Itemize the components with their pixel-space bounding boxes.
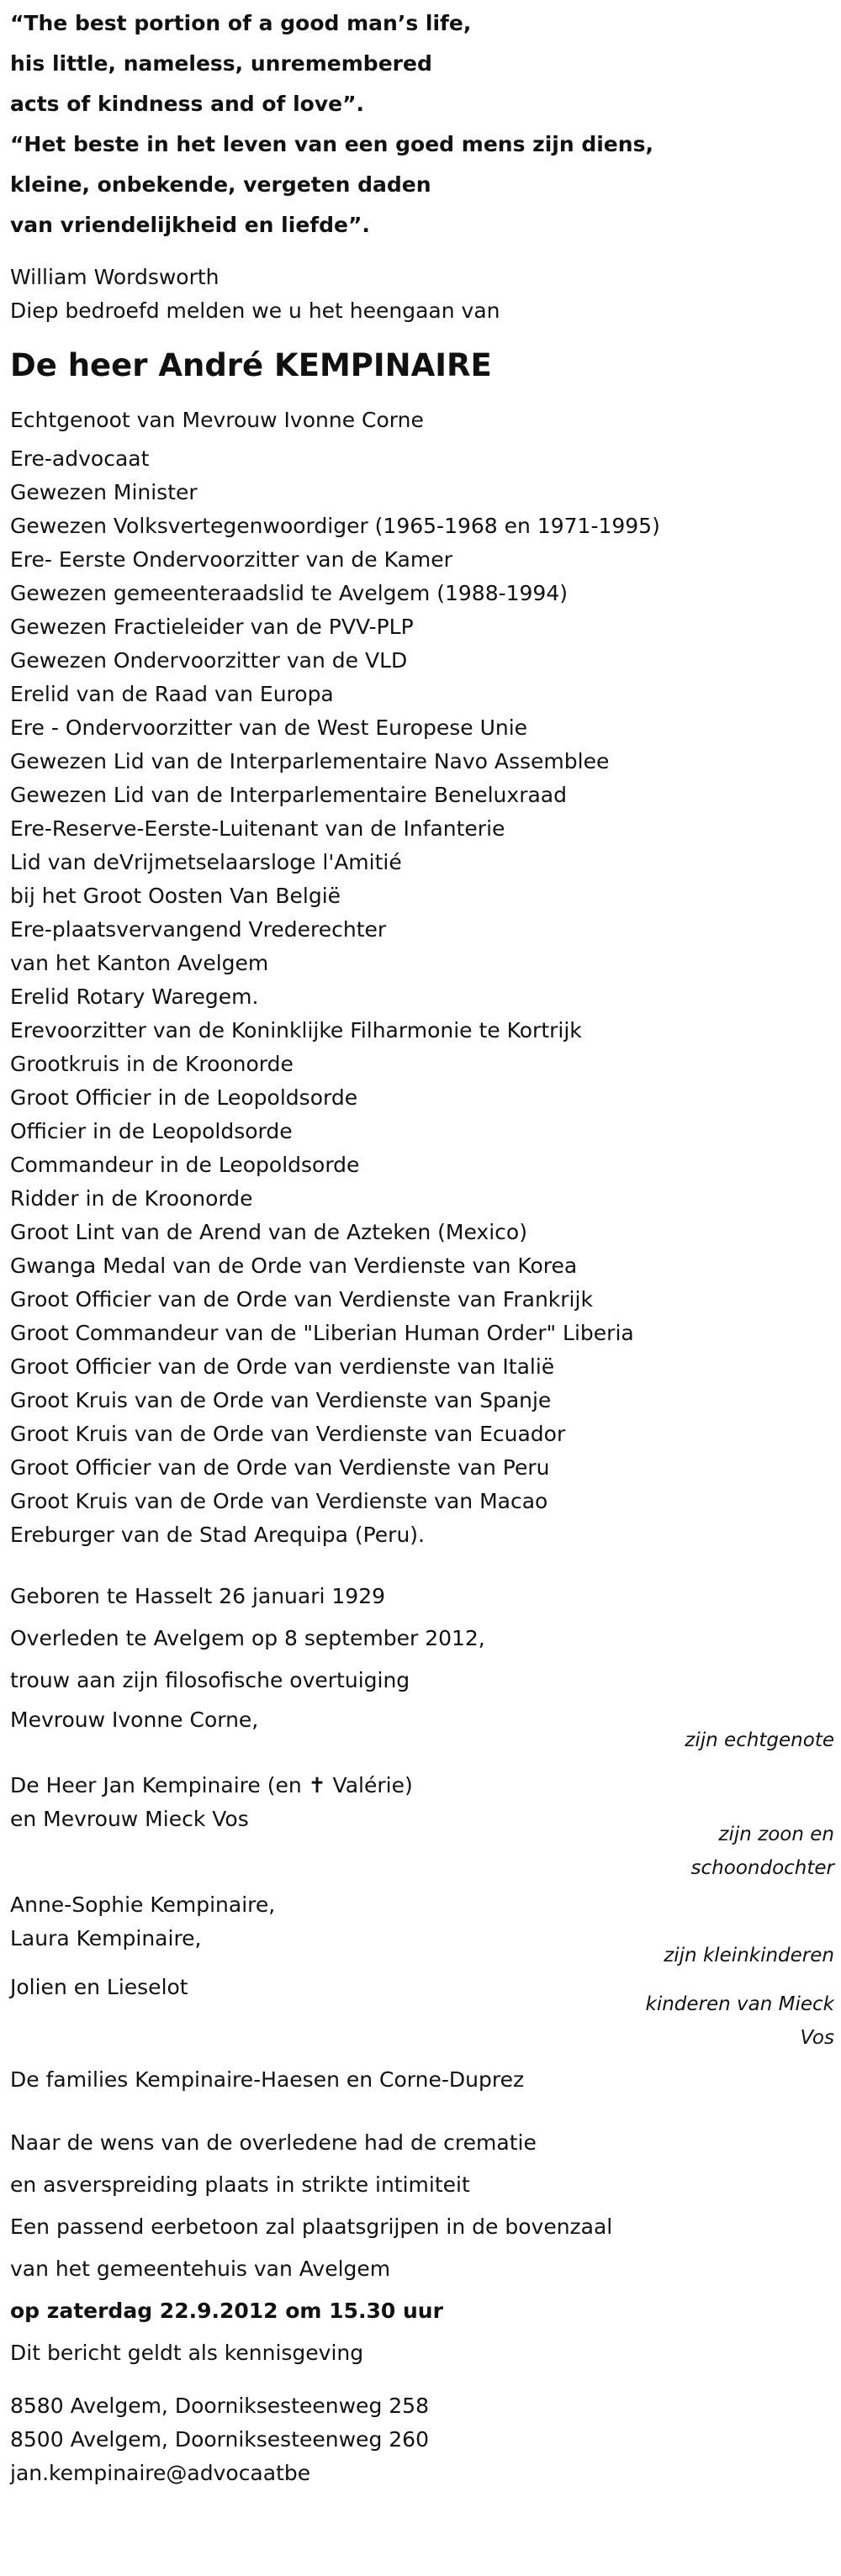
spouse-name: Mevrouw Ivonne Corne, [10, 1708, 259, 1732]
address-2: 8500 Avelgem, Doorniksesteenweg 260 [10, 2427, 429, 2452]
address-1: 8580 Avelgem, Doorniksesteenweg 258 [10, 2394, 429, 2418]
title-item: Groot Lint van de Arend van de Azteken (Mexico) [10, 1220, 527, 1244]
quote [10, 0, 834, 245]
title-item: Commandeur in de Leopoldsorde [10, 1153, 360, 1177]
conviction-line: trouw aan zijn filosofische overtuiging [10, 1668, 410, 1692]
ceremony-line: Een passend eerbetoon zal plaatsgrijpen in de bovenzaal [10, 2214, 613, 2239]
title-item: Gewezen Ondervoorzitter van de VLD [10, 648, 408, 673]
title-item: Groot Kruis van de Orde van Verdienste van Ecuador [10, 1422, 566, 1446]
title-item: Ere - Ondervoorzitter van de West Europese Unie [10, 715, 528, 740]
deceased-spouse: Echtgenoot van Mevrouw Ivonne Corne [10, 408, 424, 432]
title-item: Gewezen Lid van de Interparlementaire Beneluxraad [10, 783, 567, 807]
title-item: Groot Kruis van de Orde van Verdienste van Spanje [10, 1388, 552, 1412]
obituary-notice [10, 0, 834, 2490]
title-item: Groot Officier van de Orde van verdienste van Italië [10, 1354, 555, 1379]
ceremony-line: en asverspreiding plaats in strikte intimiteit [10, 2172, 470, 2197]
titles-list [10, 442, 834, 1552]
son-relation-1: zijn zoon en [718, 1824, 834, 1845]
step-relation-2: Vos [800, 2027, 834, 2049]
title-item: bij het Groot Oosten Van België [10, 884, 341, 908]
title-item: Officier in de Leopoldsorde [10, 1119, 293, 1143]
title-item: Lid van deVrijmetselaarsloge l'Amitié [10, 850, 402, 874]
ceremony-line: van het gemeentehuis van Avelgem [10, 2257, 391, 2281]
quote-line: “The best portion of a good man’s life, [10, 11, 472, 35]
spouse-relation: zijn echtgenote [685, 1729, 834, 1751]
title-item: Ere-plaatsvervangend Vrederechter [10, 917, 387, 942]
title-item: Gewezen Lid van de Interparlementaire Navo Assemblee [10, 749, 610, 773]
quote-line: acts of kindness and of love”. [10, 92, 365, 116]
title-item: Gewezen Fractieleider van de PVV-PLP [10, 615, 414, 639]
title-item: Ere-Reserve-Eerste-Luitenant van de Infanterie [10, 816, 505, 841]
title-item: Ridder in de Kroonorde [10, 1186, 253, 1211]
grandchild-1: Anne-Sophie Kempinaire, [10, 1892, 276, 1917]
step-relation-1: kinderen van Mieck [645, 1993, 834, 2015]
ceremony-line: Naar de wens van de overledene had de crematie [10, 2130, 537, 2155]
title-item: Gwanga Medal van de Orde van Verdienste van Korea [10, 1254, 578, 1278]
title-item: Gewezen Volksvertegenwoordiger (1965-1968 en 1971-1995) [10, 514, 660, 538]
quote-line: kleine, onbekende, vergeten daden [10, 172, 431, 197]
quote-line: his little, nameless, unremembered [10, 51, 432, 76]
title-item: Ere-advocaat [10, 446, 150, 471]
families-line: De families Kempinaire-Haesen en Corne-Duprez [10, 2067, 525, 2092]
ceremony-date: op zaterdag 22.9.2012 om 15.30 uur [10, 2299, 443, 2323]
step-grandchildren: Jolien en Lieselot [10, 1975, 188, 1999]
title-item: Groot Kruis van de Orde van Verdienste van Macao [10, 1489, 548, 1513]
title-item: Groot Officier van de Orde van Verdienste van Frankrijk [10, 1287, 593, 1312]
title-item: Ereburger van de Stad Arequipa (Peru). [10, 1523, 425, 1547]
title-item: Grootkruis in de Kroonorde [10, 1052, 294, 1076]
title-item: Groot Commandeur van de "Liberian Human Order" Liberia [10, 1321, 634, 1345]
grandchild-2: Laura Kempinaire, [10, 1926, 202, 1950]
title-item: Erevoorzitter van de Koninklijke Filharmonie te Kortrijk [10, 1018, 582, 1043]
email-line: jan.kempinaire@advocaatbe [10, 2461, 311, 2485]
grandchildren-relation: zijn kleinkinderen [664, 1945, 834, 1966]
son-relation-2: schoondochter [690, 1857, 834, 1879]
title-item: Ere- Eerste Ondervoorzitter van de Kamer [10, 547, 452, 572]
birth-line: Geboren te Hasselt 26 januari 1929 [10, 1584, 386, 1608]
family-list [10, 1702, 834, 2105]
quote-author: William Wordsworth [10, 265, 220, 289]
death-line: Overleden te Avelgem op 8 september 2012, [10, 1626, 485, 1650]
quote-line: van vriendelijkheid en liefde”. [10, 213, 370, 237]
title-item: Erelid van de Raad van Europa [10, 682, 334, 706]
title-item: van het Kanton Avelgem [10, 951, 269, 975]
notice-line: Dit bericht geldt als kennisgeving [10, 2341, 364, 2365]
title-item: Erelid Rotary Waregem. [10, 984, 259, 1009]
announcement-intro: Diep bedroefd melden we u het heengaan van [10, 298, 500, 323]
ceremony-info [10, 2122, 834, 2374]
title-item: Groot Officier van de Orde van Verdienste van Peru [10, 1455, 550, 1480]
son-line-1: De Heer Jan Kempinaire (en ✝ Valérie) [10, 1773, 413, 1797]
life-dates [10, 1576, 834, 1702]
title-item: Gewezen Minister [10, 480, 198, 504]
quote-line: “Het beste in het leven van een goed mens zijn diens, [10, 132, 653, 156]
title-item: Groot Officier in de Leopoldsorde [10, 1085, 358, 1110]
title-item: Gewezen gemeenteraadslid te Avelgem (1988-1994) [10, 581, 569, 605]
deceased-name: De heer André KEMPINAIRE [10, 347, 492, 383]
contact-info [10, 2389, 834, 2490]
son-line-2: en Mevrouw Mieck Vos [10, 1807, 249, 1831]
